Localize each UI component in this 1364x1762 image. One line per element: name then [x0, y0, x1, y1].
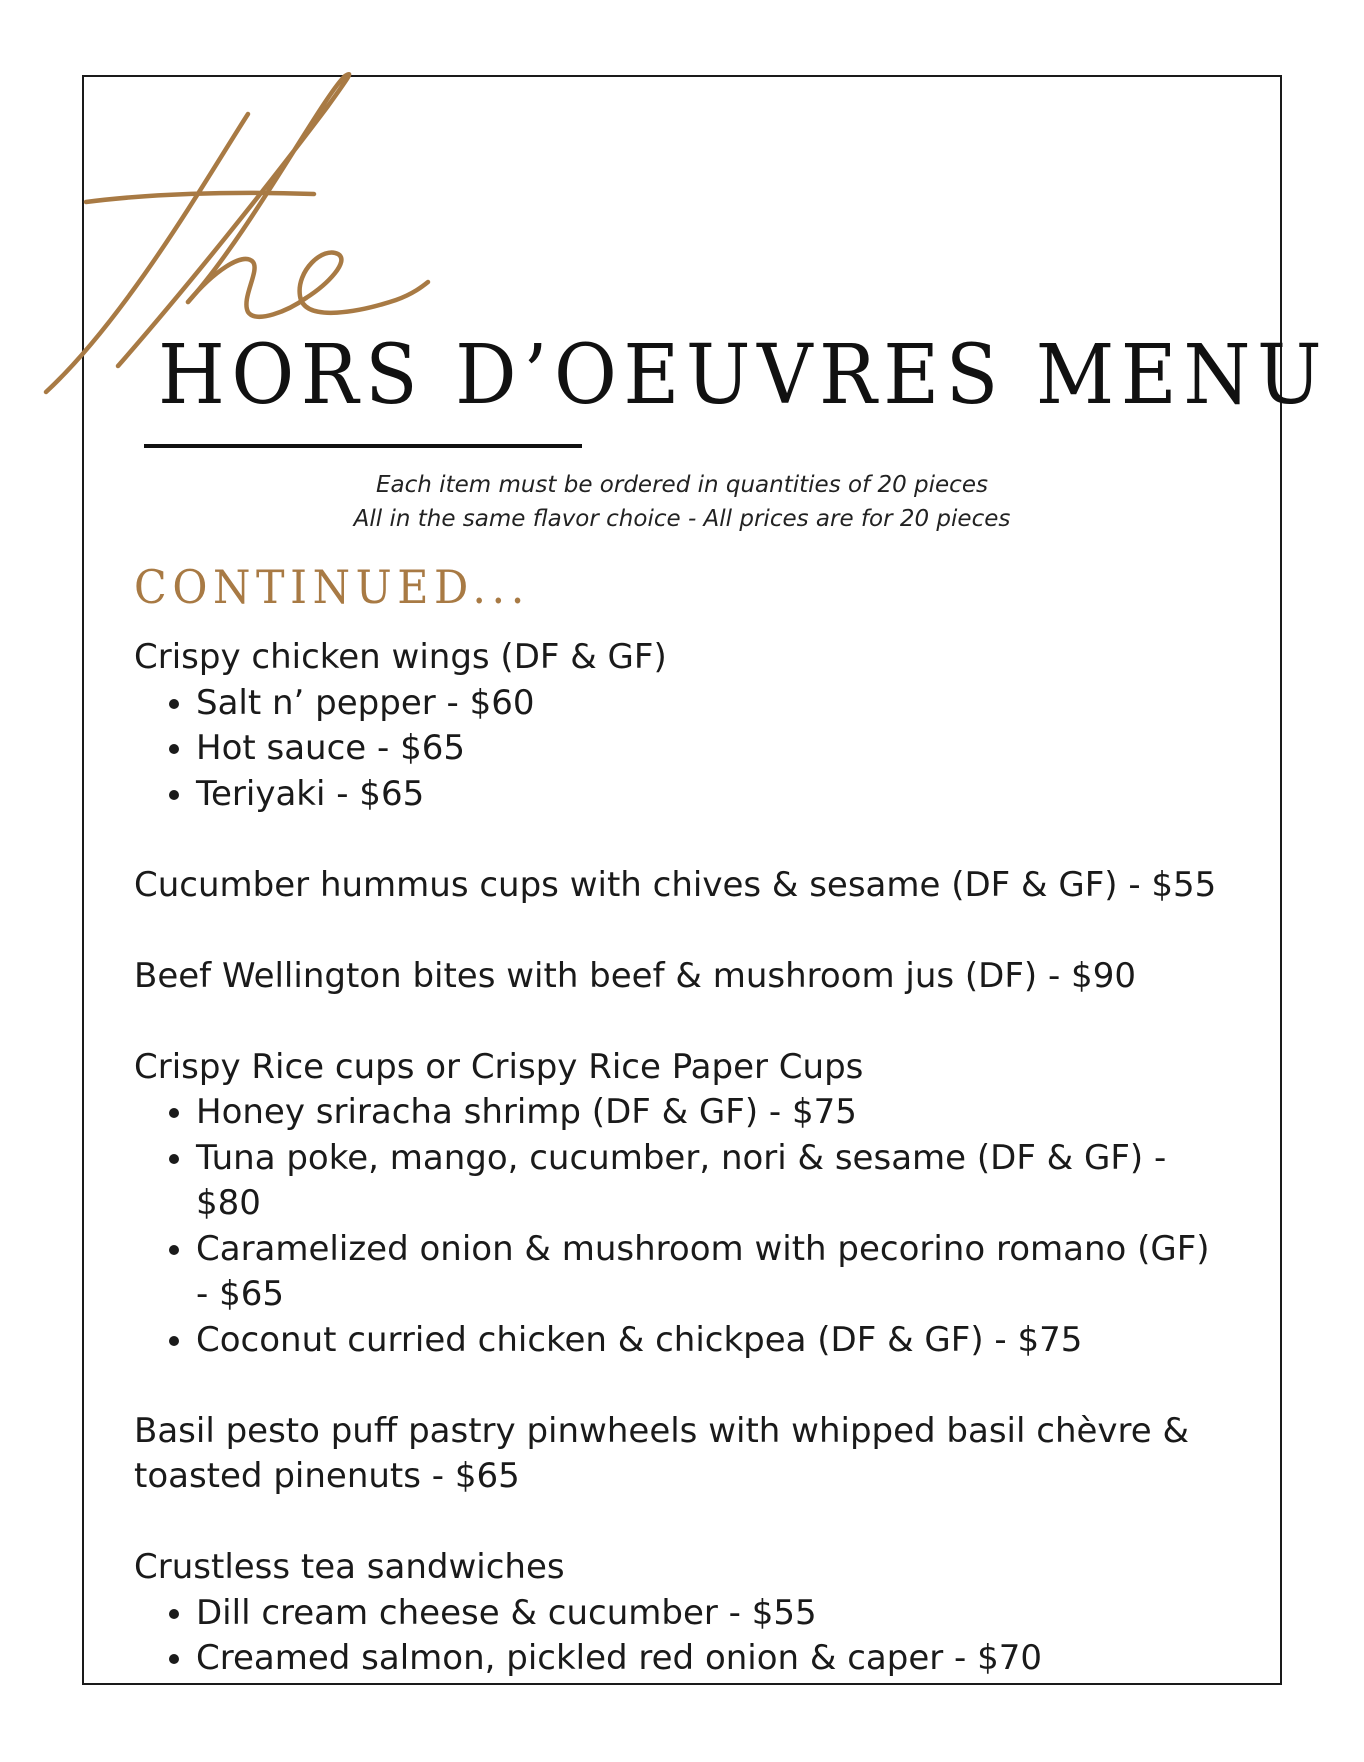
list-item: • Hot sauce - $65: [196, 726, 1224, 772]
rice-cups-title: Crispy Rice cups or Crispy Rice Paper Cups: [134, 1046, 864, 1087]
beef-wellington-item: Beef Wellington bites with beef & mushroom jus (DF) - $90: [134, 955, 1136, 996]
rice-cups-options: [134, 1090, 1224, 1363]
list-item: • Salt n’ pepper - $60: [196, 681, 1224, 727]
list-item: • Honey sriracha shrimp (DF & GF) - $75: [196, 1090, 1224, 1136]
tea-sandwiches-title: Crustless tea sandwiches: [134, 1547, 565, 1587]
menu-items: [134, 635, 1224, 1682]
pinwheels-item: Basil pesto puff pastry pinwheels with whipped basil chèvre & toasted pinenuts - $65: [134, 1410, 1189, 1496]
ordering-note-line-1: Each item must be ordered in quantities of 20 pieces: [376, 472, 988, 498]
list-item: • Creamed salmon, pickled red onion & caper - $70: [196, 1636, 1224, 1682]
list-item: • Tuna poke, mango, cucumber, nori & sesame (DF & GF) - $80: [196, 1136, 1224, 1227]
wings-title: Crispy chicken wings (DF & GF): [134, 637, 667, 677]
page-title: HORS D’OEUVRES MENU: [158, 328, 1329, 423]
list-item: • Caramelized onion & mushroom with pecorino romano (GF) - $65: [196, 1227, 1224, 1318]
cucumber-cups-item: Cucumber hummus cups with chives & sesame (DF & GF) - $55: [134, 864, 1217, 905]
section-heading: CONTINUED...: [134, 560, 530, 614]
title-underline: [144, 444, 582, 448]
ordering-note-line-2: All in the same flavor choice - All prices are for 20 pieces: [353, 506, 1011, 532]
tea-sandwiches-options: [134, 1591, 1224, 1682]
list-item: • Coconut curried chicken & chickpea (DF & GF) - $75: [196, 1318, 1224, 1364]
ordering-note: [0, 468, 1364, 536]
wings-options: [134, 681, 1224, 818]
list-item: • Dill cream cheese & cucumber - $55: [196, 1591, 1224, 1637]
list-item: • Teriyaki - $65: [196, 772, 1224, 818]
